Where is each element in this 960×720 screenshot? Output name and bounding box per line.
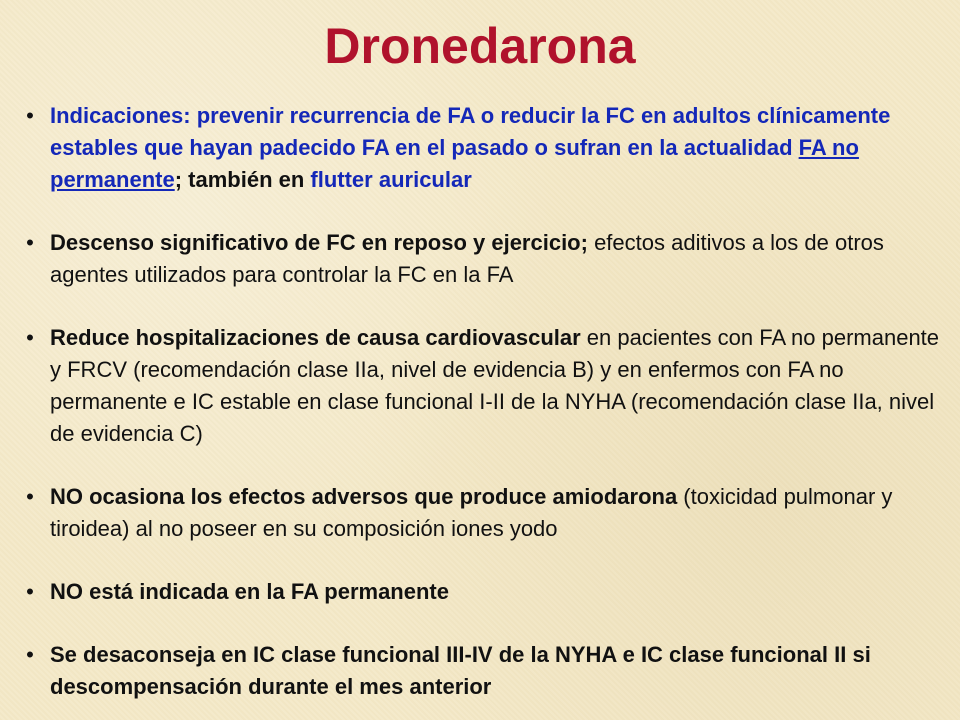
bullet-dot: •: [26, 230, 34, 255]
bullet-efectos-adversos: [20, 481, 940, 545]
bullet-hospitalizaciones-bold: Reduce hospitalizaciones de causa cardiovascular: [50, 325, 581, 350]
bullet-fa-permanente-bold: NO está indicada en la FA permanente: [50, 579, 449, 604]
bullet-hospitalizaciones-rest: en pacientes con FA no permanente y FRCV (recomendación clase IIa, nivel de evidencia B) y en enfermos con FA no permanente e IC estable en clase funcional I-II de la NYHA (recomendación clase IIa, nivel de evidencia C): [50, 325, 940, 446]
bullet-desaconseja-ic-bold: Se desaconseja en IC clase funcional III-IV de la NYHA e IC clase funcional II si descompensación durante el mes anterior: [50, 642, 871, 699]
bullet-fa-permanente: [20, 576, 940, 608]
bullet-descenso-fc-rest: efectos aditivos a los de otros agentes utilizados para controlar la FC en la FA: [50, 230, 884, 287]
bullet-efectos-adversos-bold: NO ocasiona los efectos adversos que produce amiodarona: [50, 484, 678, 509]
bullet-dot: •: [26, 642, 34, 667]
bullet-dot: •: [26, 325, 34, 350]
bullet-dot: •: [26, 579, 34, 604]
bullet-dot: •: [26, 103, 34, 128]
slide-title: Dronedarona: [324, 18, 636, 74]
bullet-list: [20, 100, 940, 703]
flutter-auricular-text: flutter auricular: [310, 167, 472, 192]
bullet-hospitalizaciones: [20, 322, 940, 450]
bullet-descenso-fc: [20, 227, 940, 291]
bullet-descenso-fc-bold: Descenso significativo de FC en reposo y ejercicio;: [50, 230, 588, 255]
bullet-indicaciones-text: Indicaciones: prevenir recurrencia de FA o reducir la FC en adultos clínicamente estables que hayan padecido FA en el pasado o sufran en la actualidad: [50, 103, 891, 160]
bullet-efectos-adversos-rest: (toxicidad pulmonar y tiroidea) al no poseer en su composición iones yodo: [50, 484, 893, 541]
bullet-dot: •: [26, 484, 34, 509]
fa-no-permanente-link: FA no permanente: [50, 135, 859, 192]
bullet-desaconseja-ic: [20, 639, 940, 703]
bullet-indicaciones-connector: ; también en: [174, 167, 311, 192]
bullet-indicaciones: [20, 100, 940, 196]
